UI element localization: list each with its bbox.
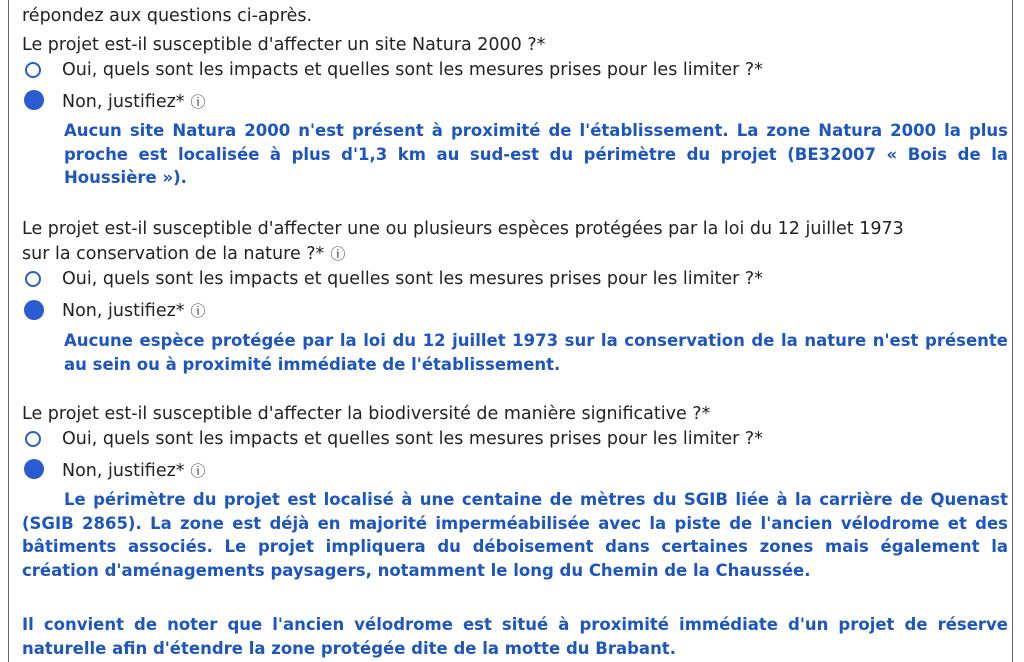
intro-text: répondez aux questions ci-après. xyxy=(22,6,313,26)
option-no-especes-row xyxy=(62,300,206,322)
radio-no-especes[interactable] xyxy=(24,300,44,320)
info-icon[interactable]: ⓘ xyxy=(190,93,206,111)
option-no-especes: Non, justifiez* xyxy=(62,301,185,321)
option-yes-especes: Oui, quels sont les impacts et quelles sont les mesures prises pour les limiter ?* xyxy=(62,269,763,289)
question-especes-protegees-line2-row xyxy=(22,243,345,265)
question-especes-protegees: Le projet est-il susceptible d'affecter une ou plusieurs espèces protégées par la loi du 12 juillet 1973 xyxy=(22,219,904,239)
option-no-biodiversite-row xyxy=(62,460,206,482)
answer-natura2000: Aucun site Natura 2000 n'est présent à proximité de l'établissement. La zone Natura 2000 la plus proche est localisée à plus d'1,3 km au sud-est du périmètre du projet (BE32007 « Bois de la Houssière »). xyxy=(64,121,1008,187)
left-border xyxy=(8,0,9,662)
option-no-natura2000: Non, justifiez* xyxy=(62,92,185,112)
radio-yes-natura2000[interactable] xyxy=(25,62,41,78)
option-yes-natura2000: Oui, quels sont les impacts et quelles sont les mesures prises pour les limiter ?* xyxy=(62,60,763,80)
radio-no-biodiversite[interactable] xyxy=(24,459,44,479)
question-especes-protegees-line2: sur la conservation de la nature ?* xyxy=(22,244,325,264)
radio-yes-biodiversite[interactable] xyxy=(25,431,41,447)
right-border xyxy=(1012,0,1013,662)
radio-no-natura2000[interactable] xyxy=(24,90,44,110)
info-icon[interactable]: ⓘ xyxy=(190,302,206,320)
option-no-biodiversite: Non, justifiez* xyxy=(62,461,185,481)
info-icon[interactable]: ⓘ xyxy=(190,462,206,480)
option-no-natura2000-row xyxy=(62,91,206,113)
info-icon[interactable]: ⓘ xyxy=(330,245,346,263)
answer-biodiversite-note: Il convient de noter que l'ancien vélodrome est situé à proximité immédiate d'un projet de réserve naturelle afin d'étendre la zone protégée dite de la motte du Brabant. xyxy=(22,615,1008,658)
question-biodiversite: Le projet est-il susceptible d'affecter la biodiversité de manière significative ?* xyxy=(22,404,711,424)
question-natura2000: Le projet est-il susceptible d'affecter un site Natura 2000 ?* xyxy=(22,35,546,55)
option-yes-biodiversite: Oui, quels sont les impacts et quelles sont les mesures prises pour les limiter ?* xyxy=(62,429,763,449)
radio-yes-especes[interactable] xyxy=(25,271,41,287)
answer-biodiversite: Le périmètre du projet est localisé à une centaine de mètres du SGIB liée à la carrière de Quenast (SGIB 2865). La zone est déjà en majorité imperméabilisée avec la piste de l'ancien vélodrome et des bâtiments associés. Le projet impliquera du déboisement dans certaines zones mais également la création d'aménagements paysagers, notamment le long du Chemin de la Chaussée. xyxy=(22,490,1008,580)
answer-especes: Aucune espèce protégée par la loi du 12 juillet 1973 sur la conservation de la nature n'est présente au sein ou à proximité immédiate de l'établissement. xyxy=(64,331,1008,374)
